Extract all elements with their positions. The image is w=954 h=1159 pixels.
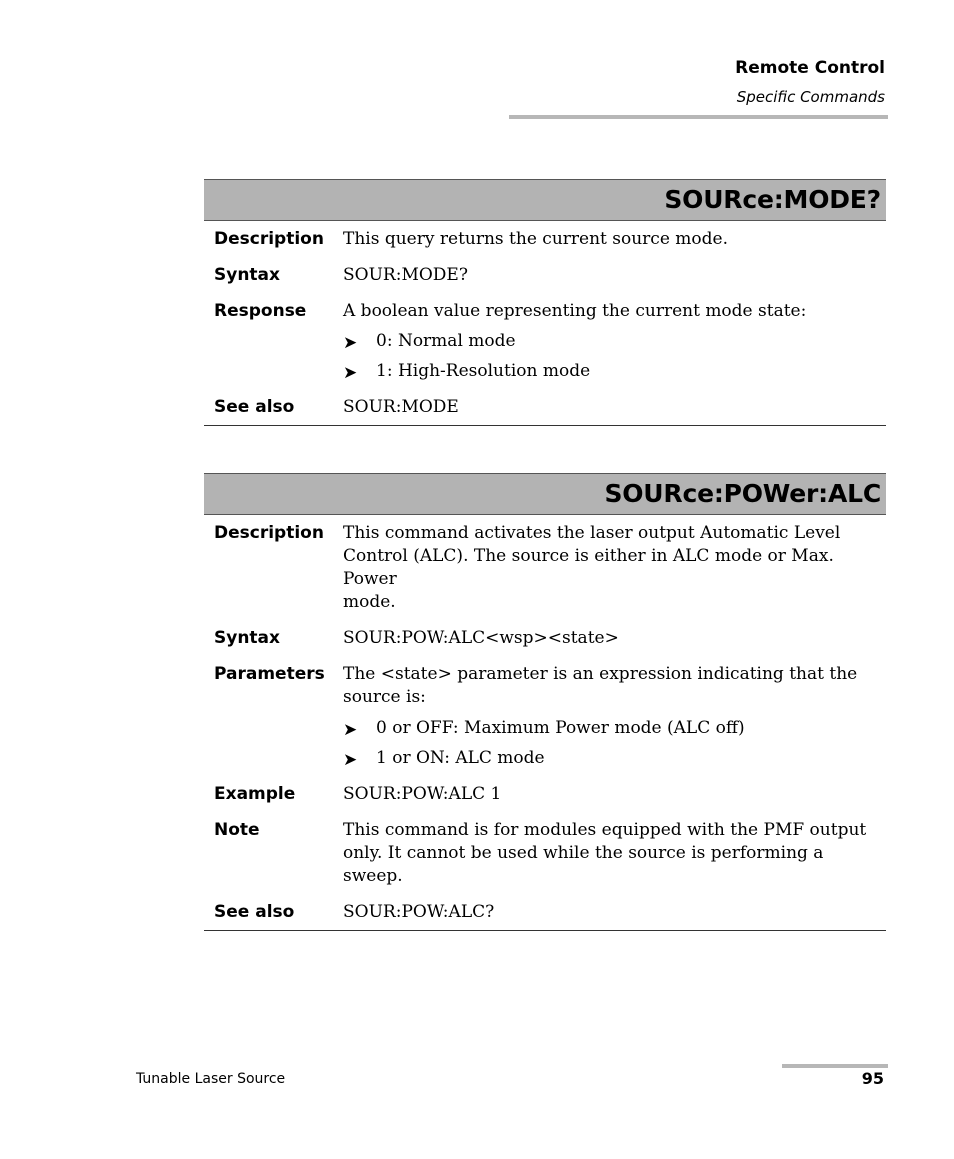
parameter-item-text: 0 or OFF: Maximum Power mode (ALC off) [376,718,745,738]
command-block-source-power-alc [204,473,886,931]
running-header-subtitle: Specific Commands [736,88,885,106]
row-see-also [204,901,886,924]
description-line: This command activates the laser output Automatic Level [343,523,841,543]
list-item [343,360,882,383]
note-line: This command is for modules equipped with the PMF output [343,820,867,840]
list-item [343,747,882,770]
row-description [204,228,886,251]
command-title: SOURce:MODE? [664,185,881,214]
label-example: Example [214,784,296,804]
arrowhead-bullet-icon: ➤ [343,750,358,770]
label-note: Note [214,820,260,840]
arrowhead-bullet-icon: ➤ [343,333,358,353]
label-syntax: Syntax [214,628,280,648]
response-intro: A boolean value representing the current mode state: [343,301,807,321]
row-see-also [204,396,886,419]
parameters-line: source is: [343,687,426,707]
label-see-also: See also [214,902,295,922]
example-text: SOUR:POW:ALC 1 [343,784,502,804]
label-parameters: Parameters [214,664,325,684]
label-syntax: Syntax [214,265,280,285]
syntax-text: SOUR:POW:ALC<wsp><state> [343,628,619,648]
label-response: Response [214,301,307,321]
arrowhead-bullet-icon: ➤ [343,363,358,383]
row-note [204,819,886,888]
page-number: 95 [861,1069,884,1088]
note-line: only. It cannot be used while the source is performing a sweep. [343,843,824,886]
description-line: Control (ALC). The source is either in ALC mode or Max. Power [343,546,834,589]
footer-rule [782,1064,888,1068]
parameters-line: The <state> parameter is an expression indicating that the [343,664,858,684]
running-header-title: Remote Control [735,58,885,78]
row-response [204,300,886,383]
row-parameters [204,663,886,770]
description-text: This query returns the current source mode. [343,229,728,249]
arrowhead-bullet-icon: ➤ [343,720,358,740]
command-heading-bar [204,473,886,515]
command-heading-bar [204,179,886,221]
see-also-text: SOUR:POW:ALC? [343,902,495,922]
list-item [343,717,882,740]
see-also-text: SOUR:MODE [343,397,459,417]
command-block-source-mode [204,179,886,426]
row-example [204,783,886,806]
row-syntax [204,264,886,287]
label-description: Description [214,523,324,543]
header-rule [509,115,888,119]
parameter-item-text: 1 or ON: ALC mode [376,748,545,768]
response-item-text: 0: Normal mode [376,331,516,351]
row-description [204,522,886,614]
footer-product-name: Tunable Laser Source [136,1071,286,1087]
description-line: mode. [343,592,396,612]
syntax-text: SOUR:MODE? [343,265,468,285]
label-see-also: See also [214,397,295,417]
label-description: Description [214,229,324,249]
command-title: SOURce:POWer:ALC [604,479,881,508]
list-item [343,330,882,353]
response-item-text: 1: High-Resolution mode [376,361,591,381]
row-syntax [204,627,886,650]
